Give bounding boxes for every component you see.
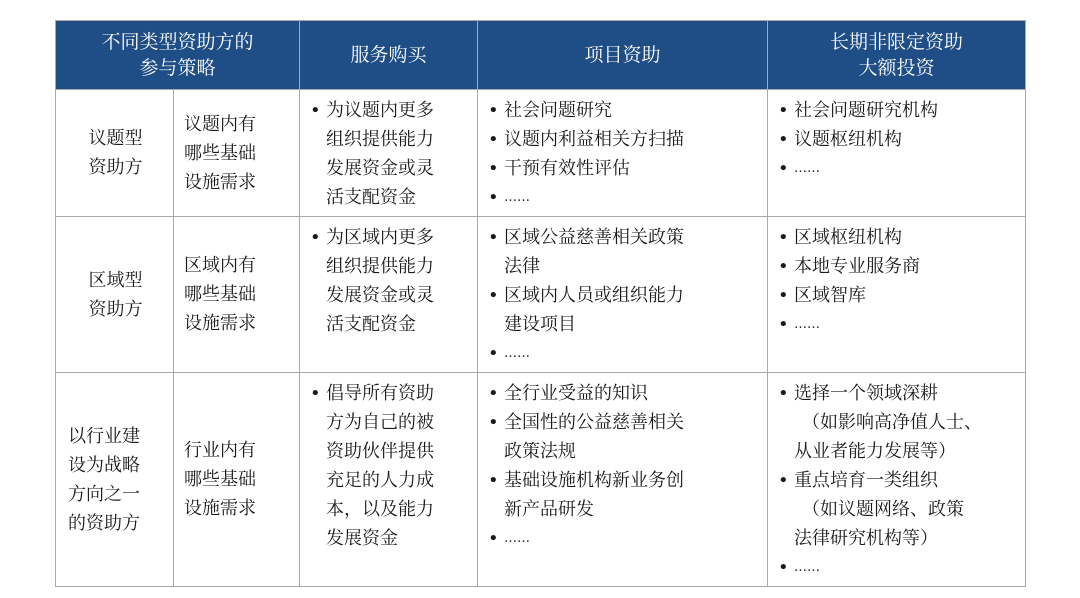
strategy-table bbox=[55, 20, 1026, 587]
project-cell bbox=[478, 90, 768, 217]
list-item: • …… bbox=[486, 183, 759, 212]
list-item: • 为议题内更多 组织提供能力 发展资金或灵 活支配资金 bbox=[308, 96, 469, 212]
need-cell: 行业内有 哪些基础 设施需求 bbox=[174, 373, 300, 587]
need-cell: 议题内有 哪些基础 设施需求 bbox=[174, 90, 300, 217]
longterm-cell bbox=[768, 373, 1026, 587]
list-item: • …… bbox=[486, 339, 759, 368]
list-item: • 议题枢纽机构 bbox=[776, 125, 1017, 154]
category-cell: 以行业建 设为战略 方向之一 的资助方 bbox=[56, 373, 174, 587]
list-item: • 区域枢纽机构 bbox=[776, 223, 1017, 252]
list-item: • 社会问题研究 bbox=[486, 96, 759, 125]
list-item: • …… bbox=[776, 553, 1017, 582]
list-item: • 倡导所有资助 方为自己的被 资助伙伴提供 充足的人力成 本，以及能力 发展资金 bbox=[308, 379, 469, 553]
list-item: • 区域智库 bbox=[776, 281, 1017, 310]
list-item: • 区域公益慈善相关政策 法律 bbox=[486, 223, 759, 281]
header-row bbox=[56, 21, 1026, 90]
longterm-cell bbox=[768, 217, 1026, 373]
category-cell: 议题型 资助方 bbox=[56, 90, 174, 217]
table-row bbox=[56, 373, 1026, 587]
header-funder-strategy: 不同类型资助方的 参与策略 bbox=[56, 21, 300, 90]
service-cell bbox=[300, 373, 478, 587]
list-item: • 议题内利益相关方扫描 bbox=[486, 125, 759, 154]
project-cell bbox=[478, 217, 768, 373]
list-item: • 为区域内更多 组织提供能力 发展资金或灵 活支配资金 bbox=[308, 223, 469, 339]
list-item: • 干预有效性评估 bbox=[486, 154, 759, 183]
list-item: • …… bbox=[776, 310, 1017, 339]
list-item: • 全国性的公益慈善相关 政策法规 bbox=[486, 408, 759, 466]
list-item: • …… bbox=[486, 524, 759, 553]
header-project-funding: 项目资助 bbox=[478, 21, 768, 90]
table-row bbox=[56, 90, 1026, 217]
list-item: • 社会问题研究机构 bbox=[776, 96, 1017, 125]
longterm-cell bbox=[768, 90, 1026, 217]
list-item: • 重点培育一类组织 （如议题网络、政策 法律研究机构等） bbox=[776, 466, 1017, 553]
need-cell: 区域内有 哪些基础 设施需求 bbox=[174, 217, 300, 373]
header-service-purchase: 服务购买 bbox=[300, 21, 478, 90]
list-item: • 基础设施机构新业务创 新产品研发 bbox=[486, 466, 759, 524]
category-cell: 区域型 资助方 bbox=[56, 217, 174, 373]
list-item: • 本地专业服务商 bbox=[776, 252, 1017, 281]
list-item: • 区域内人员或组织能力 建设项目 bbox=[486, 281, 759, 339]
service-cell bbox=[300, 217, 478, 373]
list-item: • …… bbox=[776, 154, 1017, 183]
list-item: • 选择一个领域深耕 （如影响高净值人士、 从业者能力发展等） bbox=[776, 379, 1017, 466]
project-cell bbox=[478, 373, 768, 587]
list-item: • 全行业受益的知识 bbox=[486, 379, 759, 408]
header-longterm-investment: 长期非限定资助 大额投资 bbox=[768, 21, 1026, 90]
service-cell bbox=[300, 90, 478, 217]
table-row bbox=[56, 217, 1026, 373]
